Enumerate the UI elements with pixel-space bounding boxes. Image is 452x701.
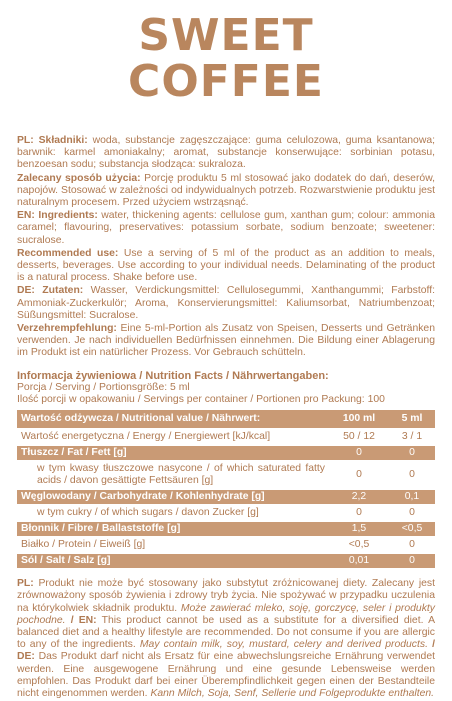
nutrition-portion: Porcja / Serving / Portionsgröße: 5 ml	[17, 381, 190, 393]
allergens-pl: Może zawierać mleko, soję, gorczycę, seler i produkty pochodne.	[17, 602, 435, 626]
row-value-5ml: 0	[389, 446, 435, 460]
nutrition-heading: Informacja żywieniowa / Nutrition Facts / Nährwertangaben:	[17, 369, 329, 382]
row-value-100ml: 2,2	[329, 490, 389, 504]
nutrition-header-col2: 5 ml	[389, 410, 435, 428]
warnings-en-text: This product cannot be used as a substitute for a diversified diet. A balanced diet and a healthy lifestyle are recommended. Do not consume if you are allergic to any of the ingredients.	[17, 614, 435, 651]
warnings-pl-label: PL:	[17, 578, 34, 590]
row-value-5ml: 0,1	[389, 490, 435, 504]
ingredients-en	[17, 210, 435, 247]
product-title-line2: COFFEE	[128, 56, 324, 107]
table-row	[17, 538, 435, 552]
table-row	[17, 554, 435, 568]
nutrition-header-label: Wartość odżywcza / Nutritional value / Nährwert:	[17, 410, 329, 428]
nutrition-header-col1: 100 ml	[329, 410, 389, 428]
allergens-de: Kann Milch, Soja, Senf, Sellerie und Folgeprodukte enthalten.	[150, 688, 435, 700]
usage-pl-text: Porcję produktu 5 ml stosować jako dodatek do dań, deserów, napojów. Stosować w zależności od indywidualnych potrzeb. Rozwarstwienie produktu jest naturalnym procesem. Przed użyciem wstrząsnąć.	[17, 172, 436, 209]
warnings	[17, 578, 435, 700]
row-value-100ml: 0	[329, 462, 389, 488]
table-row	[17, 506, 435, 520]
row-value-100ml: 0	[329, 446, 389, 460]
row-value-100ml: 50 / 12	[329, 430, 389, 444]
warnings-pl-text: Produkt nie może być stosowany jako substytut zróżnicowanej diety. Zalecany jest zrównoważony sposób żywienia i zdrowy tryb życia. Nie spożywać w przypadku uczulenia na którykolwiek składnik produktu.	[17, 578, 435, 614]
row-value-5ml: 0	[389, 538, 435, 552]
row-value-5ml: 0	[389, 506, 435, 520]
table-row	[17, 430, 435, 444]
usage-pl-label: Zalecany sposób użycia:	[17, 172, 141, 184]
table-row	[17, 522, 435, 536]
row-label: w tym kwasy tłuszczowe nasycone / of which saturated fatty acids / davon gesättigte Fettsäuren [g]	[17, 462, 329, 488]
nutrition-table	[17, 408, 435, 570]
ingredients-en-label: EN: Ingredients:	[17, 210, 98, 222]
table-row	[17, 462, 435, 488]
row-label: Węglowodany / Carbohydrate / Kohlenhydrate [g]	[17, 490, 329, 504]
ingredients-de	[17, 285, 435, 322]
usage-de-text: Eine 5-ml-Portion als Zusatz von Speisen, Desserts und Getränken verwenden. Je nach individuellen Bedürfnissen einnehmen. Die Bildung einer Ablagerung im Produkt ist ein natürlicher Prozess. Vor Gebrauch schütteln.	[17, 323, 435, 359]
table-row	[17, 446, 435, 460]
usage-pl	[17, 173, 435, 210]
usage-de-label: Verzehrempfehlung:	[17, 323, 117, 335]
warnings-en-label: / EN:	[65, 614, 97, 626]
row-label: Błonnik / Fibre / Ballaststoffe [g]	[17, 522, 329, 536]
ingredients-pl-label: PL: Składniki:	[17, 135, 88, 146]
allergens-en: May contain milk, soy, mustard, celery and derived products.	[139, 639, 428, 651]
nutrition-table-header	[17, 410, 435, 428]
row-label: w tym cukry / of which sugars / davon Zucker [g]	[17, 506, 329, 520]
label-content	[17, 135, 435, 701]
ingredients-pl	[17, 135, 435, 172]
product-title-line1: SWEET	[138, 10, 314, 61]
row-value-100ml: <0,5	[329, 538, 389, 552]
row-label: Białko / Protein / Eiweiß [g]	[17, 538, 329, 552]
row-value-100ml: 0,01	[329, 554, 389, 568]
ingredients-pl-text: woda, substancje zagęszczające: guma celulozowa, guma ksantanowa; barwnik: karmel amoniakalny; aromat, substancje konserwujące: sorbinian potasu, benzoesan sodu; substancja słodząca: sukraloza.	[17, 135, 435, 171]
row-label: Sól / Salt / Salz [g]	[17, 554, 329, 568]
row-value-100ml: 1,5	[329, 522, 389, 536]
usage-de	[17, 323, 435, 360]
nutrition-servings: Ilość porcji w opakowaniu / Servings per container / Portionen pro Packung: 100	[17, 394, 385, 406]
warnings-de-label: / DE:	[17, 639, 435, 663]
row-value-100ml: 0	[329, 506, 389, 520]
ingredients-de-text: Wasser, Verdickungsmittel: Cellulosegummi, Xanthangummi; Farbstoff: Ammoniak-Zuckerkulör; Aroma, Konservierungsmittel: Kaliumsorbat, Natriumbenzoat; Süßungsmittel: Sucralose.	[17, 285, 436, 321]
row-value-5ml: <0,5	[389, 522, 435, 536]
row-value-5ml: 0	[389, 462, 435, 488]
ingredients-en-text: water, thickening agents: cellulose gum, xanthan gum; colour: ammonia caramel; flavouring, preservatives: potassium sorbate, sodium benzoate; sweetener: sucralose.	[17, 210, 435, 246]
row-label: Tłuszcz / Fat / Fett [g]	[17, 446, 329, 460]
usage-en-label: Recommended use:	[17, 247, 119, 259]
usage-en-text: Use a serving of 5 ml of the product as an addition to meals, desserts, beverages. Use according to your individual needs. Delaminating of the product is a natural process. Shake before use.	[17, 247, 435, 284]
ingredients-de-label: DE: Zutaten:	[17, 285, 84, 297]
row-value-5ml: 3 / 1	[389, 430, 435, 444]
row-label: Wartość energetyczna / Energy / Energiewert [kJ/kcal]	[17, 430, 329, 444]
warnings-de-text: Das Produkt darf nicht als Ersatz für eine abwechslungsreiche Ernährung verwendet werden. Eine ausgewogene Ernährung und eine gesunde Lebensweise werden empfohlen. Das Produkt darf bei einer Überempfindlichkeit gegen einen der Bestandteile nicht eingenommen werden.	[17, 651, 435, 700]
usage-en	[17, 248, 435, 285]
table-row	[17, 490, 435, 504]
row-value-5ml: 0	[389, 554, 435, 568]
